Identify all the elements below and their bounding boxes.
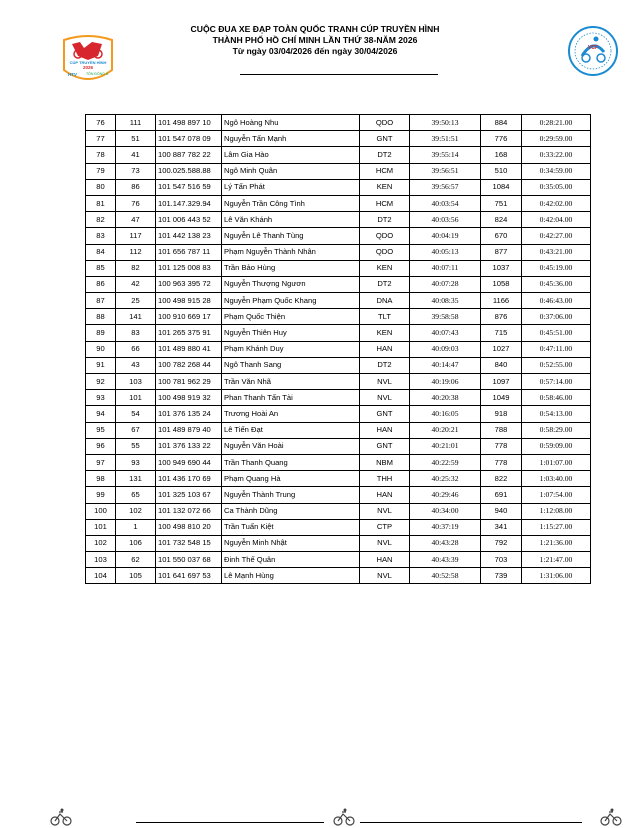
rider-name-cell: Nguyễn Thiên Huy <box>222 325 360 341</box>
uci-id-cell: 100 963 395 72 <box>156 276 222 292</box>
team-code-cell: GNT <box>360 406 410 422</box>
team-code-cell: HAN <box>360 487 410 503</box>
total-time-cell: 39:55:14 <box>410 147 481 163</box>
total-time-cell: 40:52:58 <box>410 568 481 584</box>
uci-id-cell: 100 498 919 32 <box>156 390 222 406</box>
table-row <box>86 535 591 551</box>
table-row <box>86 260 591 276</box>
total-time-cell: 40:20:21 <box>410 422 481 438</box>
time-gap-cell: 0:46:43.00 <box>522 293 591 309</box>
points-cell: 1058 <box>481 276 522 292</box>
team-code-cell: NVL <box>360 503 410 519</box>
time-gap-cell: 0:45:51.00 <box>522 325 591 341</box>
uci-id-cell: 101.147.329.94 <box>156 195 222 211</box>
rider-name-cell: Nguyễn Trần Công Tình <box>222 195 360 211</box>
total-time-cell: 40:14:47 <box>410 357 481 373</box>
team-code-cell: CTP <box>360 519 410 535</box>
vcf-logo-text: VCF <box>588 45 598 51</box>
table-row <box>86 179 591 195</box>
rider-name-cell: Trần Văn Nhã <box>222 374 360 390</box>
bib-cell: 25 <box>116 293 156 309</box>
total-time-cell: 40:09:03 <box>410 341 481 357</box>
table-row <box>86 131 591 147</box>
rider-name-cell: Trương Hoài An <box>222 406 360 422</box>
rider-name-cell: Phạm Nguyễn Thành Nhân <box>222 244 360 260</box>
uci-id-cell: 101 376 133 22 <box>156 438 222 454</box>
points-cell: 739 <box>481 568 522 584</box>
cyclist-icon <box>600 808 622 826</box>
uci-id-cell: 101 436 170 69 <box>156 471 222 487</box>
total-time-cell: 40:16:05 <box>410 406 481 422</box>
total-time-cell: 39:56:57 <box>410 179 481 195</box>
rider-name-cell: Phạm Khánh Duy <box>222 341 360 357</box>
rank-cell: 101 <box>86 519 116 535</box>
bib-cell: 54 <box>116 406 156 422</box>
table-row <box>86 438 591 454</box>
time-gap-cell: 0:52:55.00 <box>522 357 591 373</box>
points-cell: 940 <box>481 503 522 519</box>
bib-cell: 55 <box>116 438 156 454</box>
bib-cell: 83 <box>116 325 156 341</box>
rank-cell: 81 <box>86 195 116 211</box>
time-gap-cell: 1:21:36.00 <box>522 535 591 551</box>
bib-cell: 102 <box>116 503 156 519</box>
team-code-cell: KEN <box>360 260 410 276</box>
uci-id-cell: 101 132 072 66 <box>156 503 222 519</box>
team-code-cell: GNT <box>360 438 410 454</box>
total-time-cell: 40:07:11 <box>410 260 481 276</box>
uci-id-cell: 101 656 787 11 <box>156 244 222 260</box>
team-code-cell: DT2 <box>360 276 410 292</box>
uci-id-cell: 101 547 516 59 <box>156 179 222 195</box>
time-gap-cell: 1:01:07.00 <box>522 454 591 470</box>
uci-id-cell: 101 442 138 23 <box>156 228 222 244</box>
rank-cell: 78 <box>86 147 116 163</box>
cup-logo-text: CÚP TRUYỀN HÌNH <box>69 60 107 65</box>
total-time-cell: 40:03:56 <box>410 212 481 228</box>
total-time-cell: 40:34:00 <box>410 503 481 519</box>
uci-id-cell: 101 489 880 41 <box>156 341 222 357</box>
time-gap-cell: 0:47:11.00 <box>522 341 591 357</box>
rank-cell: 82 <box>86 212 116 228</box>
uci-id-cell: 100 498 810 20 <box>156 519 222 535</box>
rank-cell: 95 <box>86 422 116 438</box>
table-row <box>86 147 591 163</box>
uci-id-cell: 101 547 078 09 <box>156 131 222 147</box>
table-row <box>86 293 591 309</box>
time-gap-cell: 1:03:40.00 <box>522 471 591 487</box>
bib-cell: 42 <box>116 276 156 292</box>
results-table-body <box>86 115 591 584</box>
team-code-cell: NVL <box>360 374 410 390</box>
rider-name-cell: Ngô Minh Quân <box>222 163 360 179</box>
rider-name-cell: Nguyễn Thượng Ngươn <box>222 276 360 292</box>
header-line-2: THÀNH PHỐ HỒ CHÍ MINH LẦN THỨ 38-NĂM 2026 <box>212 35 418 45</box>
uci-id-cell: 101 125 008 83 <box>156 260 222 276</box>
bib-cell: 73 <box>116 163 156 179</box>
time-gap-cell: 0:54:13.00 <box>522 406 591 422</box>
rider-name-cell: Lê Tiến Đạt <box>222 422 360 438</box>
team-code-cell: QDO <box>360 244 410 260</box>
header-divider <box>240 74 438 75</box>
rank-cell: 96 <box>86 438 116 454</box>
time-gap-cell: 0:42:02.00 <box>522 195 591 211</box>
total-time-cell: 40:29:46 <box>410 487 481 503</box>
bib-cell: 141 <box>116 309 156 325</box>
rank-cell: 79 <box>86 163 116 179</box>
htv-logo-text: HTV <box>68 72 77 77</box>
team-code-cell: TLT <box>360 309 410 325</box>
bib-cell: 131 <box>116 471 156 487</box>
cup-logo-year: 2026 <box>82 65 93 70</box>
table-row <box>86 276 591 292</box>
bib-cell: 86 <box>116 179 156 195</box>
team-code-cell: DT2 <box>360 212 410 228</box>
rank-cell: 93 <box>86 390 116 406</box>
rider-name-cell: Phan Thanh Tấn Tài <box>222 390 360 406</box>
bib-cell: 47 <box>116 212 156 228</box>
table-row <box>86 519 591 535</box>
team-code-cell: GNT <box>360 131 410 147</box>
points-cell: 691 <box>481 487 522 503</box>
time-gap-cell: 0:45:19.00 <box>522 260 591 276</box>
bib-cell: 43 <box>116 357 156 373</box>
table-row <box>86 195 591 211</box>
time-gap-cell: 0:35:05.00 <box>522 179 591 195</box>
uci-id-cell: 101 550 037 68 <box>156 552 222 568</box>
total-time-cell: 40:08:35 <box>410 293 481 309</box>
table-row <box>86 374 591 390</box>
total-time-cell: 39:56:51 <box>410 163 481 179</box>
rank-cell: 84 <box>86 244 116 260</box>
bib-cell: 105 <box>116 568 156 584</box>
time-gap-cell: 1:12:08.00 <box>522 503 591 519</box>
team-code-cell: KEN <box>360 325 410 341</box>
points-cell: 1084 <box>481 179 522 195</box>
points-cell: 703 <box>481 552 522 568</box>
rider-name-cell: Lê Mạnh Hùng <box>222 568 360 584</box>
uci-id-cell: 100.025.588.88 <box>156 163 222 179</box>
team-code-cell: NVL <box>360 568 410 584</box>
rank-cell: 88 <box>86 309 116 325</box>
table-row <box>86 568 591 584</box>
points-cell: 778 <box>481 454 522 470</box>
rank-cell: 90 <box>86 341 116 357</box>
uci-id-cell: 100 949 690 44 <box>156 454 222 470</box>
team-code-cell: QDO <box>360 228 410 244</box>
rank-cell: 98 <box>86 471 116 487</box>
total-time-cell: 40:05:13 <box>410 244 481 260</box>
points-cell: 778 <box>481 438 522 454</box>
rank-cell: 97 <box>86 454 116 470</box>
time-gap-cell: 0:28:21.00 <box>522 115 591 131</box>
time-gap-cell: 0:29:59.00 <box>522 131 591 147</box>
uci-id-cell: 101 006 443 52 <box>156 212 222 228</box>
points-cell: 341 <box>481 519 522 535</box>
uci-id-cell: 101 641 697 53 <box>156 568 222 584</box>
team-code-cell: HCM <box>360 195 410 211</box>
points-cell: 788 <box>481 422 522 438</box>
rider-name-cell: Lê Văn Khánh <box>222 212 360 228</box>
bib-cell: 106 <box>116 535 156 551</box>
time-gap-cell: 0:42:27.00 <box>522 228 591 244</box>
table-row <box>86 325 591 341</box>
header-line-3: Từ ngày 03/04/2026 đến ngày 30/04/2026 <box>232 46 398 56</box>
rider-name-cell: Ngô Hoàng Nhu <box>222 115 360 131</box>
total-time-cell: 40:25:32 <box>410 471 481 487</box>
points-cell: 1027 <box>481 341 522 357</box>
rank-cell: 77 <box>86 131 116 147</box>
rider-name-cell: Nguyễn Minh Nhật <box>222 535 360 551</box>
team-code-cell: KEN <box>360 179 410 195</box>
time-gap-cell: 1:07:54.00 <box>522 487 591 503</box>
time-gap-cell: 1:21:47.00 <box>522 552 591 568</box>
page-header <box>150 24 480 57</box>
points-cell: 884 <box>481 115 522 131</box>
points-cell: 1097 <box>481 374 522 390</box>
uci-id-cell: 100 910 669 17 <box>156 309 222 325</box>
time-gap-cell: 0:37:06.00 <box>522 309 591 325</box>
team-code-cell: HAN <box>360 422 410 438</box>
team-code-cell: NVL <box>360 535 410 551</box>
uci-id-cell: 101 376 135 24 <box>156 406 222 422</box>
rank-cell: 91 <box>86 357 116 373</box>
time-gap-cell: 1:31:06.00 <box>522 568 591 584</box>
time-gap-cell: 0:58:46.00 <box>522 390 591 406</box>
header-line-1: CUỘC ĐUA XE ĐẠP TOÀN QUỐC TRANH CÚP TRUYỀN HÌNH <box>190 24 440 34</box>
total-time-cell: 39:58:58 <box>410 309 481 325</box>
team-code-cell: DT2 <box>360 357 410 373</box>
points-cell: 824 <box>481 212 522 228</box>
points-cell: 670 <box>481 228 522 244</box>
rank-cell: 102 <box>86 535 116 551</box>
footer-divider-left <box>136 822 324 823</box>
uci-id-cell: 100 781 962 29 <box>156 374 222 390</box>
table-row <box>86 341 591 357</box>
uci-id-cell: 101 265 375 91 <box>156 325 222 341</box>
time-gap-cell: 0:33:22.00 <box>522 147 591 163</box>
rank-cell: 83 <box>86 228 116 244</box>
total-time-cell: 40:20:38 <box>410 390 481 406</box>
bib-cell: 82 <box>116 260 156 276</box>
rank-cell: 100 <box>86 503 116 519</box>
rank-cell: 92 <box>86 374 116 390</box>
team-code-cell: THH <box>360 471 410 487</box>
time-gap-cell: 0:34:59.00 <box>522 163 591 179</box>
points-cell: 792 <box>481 535 522 551</box>
table-row <box>86 115 591 131</box>
total-time-cell: 39:51:51 <box>410 131 481 147</box>
time-gap-cell: 0:59:09.00 <box>522 438 591 454</box>
team-code-cell: NVL <box>360 390 410 406</box>
total-time-cell: 40:19:06 <box>410 374 481 390</box>
team-code-cell: HCM <box>360 163 410 179</box>
bib-cell: 76 <box>116 195 156 211</box>
team-code-cell: NBM <box>360 454 410 470</box>
time-gap-cell: 0:58:29.00 <box>522 422 591 438</box>
cyclist-icon <box>50 808 72 826</box>
rank-cell: 76 <box>86 115 116 131</box>
cup-logo <box>58 34 118 86</box>
bib-cell: 111 <box>116 115 156 131</box>
points-cell: 168 <box>481 147 522 163</box>
points-cell: 876 <box>481 309 522 325</box>
sponsor-logo-text: TÔN ĐÔNG Á <box>86 72 109 76</box>
rider-name-cell: Nguyễn Phạm Quốc Khang <box>222 293 360 309</box>
rider-name-cell: Ca Thành Dũng <box>222 503 360 519</box>
uci-id-cell: 101 498 897 10 <box>156 115 222 131</box>
rider-name-cell: Đinh Thế Quân <box>222 552 360 568</box>
uci-id-cell: 100 782 268 44 <box>156 357 222 373</box>
points-cell: 918 <box>481 406 522 422</box>
rider-name-cell: Trần Thanh Quang <box>222 454 360 470</box>
points-cell: 715 <box>481 325 522 341</box>
rank-cell: 103 <box>86 552 116 568</box>
table-row <box>86 244 591 260</box>
rider-name-cell: Trần Bảo Hùng <box>222 260 360 276</box>
uci-id-cell: 101 325 103 67 <box>156 487 222 503</box>
rider-name-cell: Phạm Quốc Thiện <box>222 309 360 325</box>
table-row <box>86 503 591 519</box>
points-cell: 751 <box>481 195 522 211</box>
table-row <box>86 552 591 568</box>
bib-cell: 67 <box>116 422 156 438</box>
table-row <box>86 309 591 325</box>
table-row <box>86 471 591 487</box>
footer-divider-right <box>360 822 582 823</box>
points-cell: 1037 <box>481 260 522 276</box>
total-time-cell: 39:50:13 <box>410 115 481 131</box>
table-row <box>86 212 591 228</box>
rank-cell: 94 <box>86 406 116 422</box>
bib-cell: 66 <box>116 341 156 357</box>
total-time-cell: 40:22:59 <box>410 454 481 470</box>
table-row <box>86 487 591 503</box>
table-row <box>86 454 591 470</box>
bib-cell: 101 <box>116 390 156 406</box>
rank-cell: 80 <box>86 179 116 195</box>
rank-cell: 89 <box>86 325 116 341</box>
rider-name-cell: Nguyễn Tấn Mạnh <box>222 131 360 147</box>
bib-cell: 93 <box>116 454 156 470</box>
vcf-logo <box>566 24 620 78</box>
total-time-cell: 40:37:19 <box>410 519 481 535</box>
bib-cell: 117 <box>116 228 156 244</box>
uci-id-cell: 100 498 915 28 <box>156 293 222 309</box>
table-row <box>86 163 591 179</box>
uci-id-cell: 100 887 782 22 <box>156 147 222 163</box>
total-time-cell: 40:21:01 <box>410 438 481 454</box>
cyclist-icon <box>333 808 355 826</box>
time-gap-cell: 0:43:21.00 <box>522 244 591 260</box>
table-row <box>86 390 591 406</box>
total-time-cell: 40:04:19 <box>410 228 481 244</box>
bib-cell: 62 <box>116 552 156 568</box>
team-code-cell: DT2 <box>360 147 410 163</box>
points-cell: 1166 <box>481 293 522 309</box>
points-cell: 1049 <box>481 390 522 406</box>
points-cell: 776 <box>481 131 522 147</box>
bib-cell: 103 <box>116 374 156 390</box>
rank-cell: 87 <box>86 293 116 309</box>
bib-cell: 51 <box>116 131 156 147</box>
uci-id-cell: 101 732 548 15 <box>156 535 222 551</box>
time-gap-cell: 0:57:14.00 <box>522 374 591 390</box>
team-code-cell: HAN <box>360 341 410 357</box>
points-cell: 877 <box>481 244 522 260</box>
team-code-cell: DNA <box>360 293 410 309</box>
bib-cell: 65 <box>116 487 156 503</box>
table-row <box>86 422 591 438</box>
points-cell: 510 <box>481 163 522 179</box>
rank-cell: 86 <box>86 276 116 292</box>
rank-cell: 85 <box>86 260 116 276</box>
rider-name-cell: Nguyễn Lê Thanh Tùng <box>222 228 360 244</box>
rank-cell: 104 <box>86 568 116 584</box>
time-gap-cell: 0:45:36.00 <box>522 276 591 292</box>
rider-name-cell: Phạm Quang Hà <box>222 471 360 487</box>
uci-id-cell: 101 489 879 40 <box>156 422 222 438</box>
results-table <box>85 114 591 584</box>
rider-name-cell: Nguyễn Văn Hoài <box>222 438 360 454</box>
bib-cell: 41 <box>116 147 156 163</box>
team-code-cell: QDO <box>360 115 410 131</box>
total-time-cell: 40:07:28 <box>410 276 481 292</box>
rank-cell: 99 <box>86 487 116 503</box>
rider-name-cell: Lâm Gia Hào <box>222 147 360 163</box>
points-cell: 840 <box>481 357 522 373</box>
rider-name-cell: Lý Tấn Phát <box>222 179 360 195</box>
rider-name-cell: Nguyễn Thành Trung <box>222 487 360 503</box>
points-cell: 822 <box>481 471 522 487</box>
table-row <box>86 357 591 373</box>
bib-cell: 112 <box>116 244 156 260</box>
total-time-cell: 40:43:28 <box>410 535 481 551</box>
table-row <box>86 228 591 244</box>
total-time-cell: 40:07:43 <box>410 325 481 341</box>
table-row <box>86 406 591 422</box>
bib-cell: 1 <box>116 519 156 535</box>
rider-name-cell: Trần Tuấn Kiệt <box>222 519 360 535</box>
team-code-cell: HAN <box>360 552 410 568</box>
total-time-cell: 40:03:54 <box>410 195 481 211</box>
time-gap-cell: 1:15:27.00 <box>522 519 591 535</box>
rider-name-cell: Ngô Thanh Sang <box>222 357 360 373</box>
total-time-cell: 40:43:39 <box>410 552 481 568</box>
time-gap-cell: 0:42:04.00 <box>522 212 591 228</box>
